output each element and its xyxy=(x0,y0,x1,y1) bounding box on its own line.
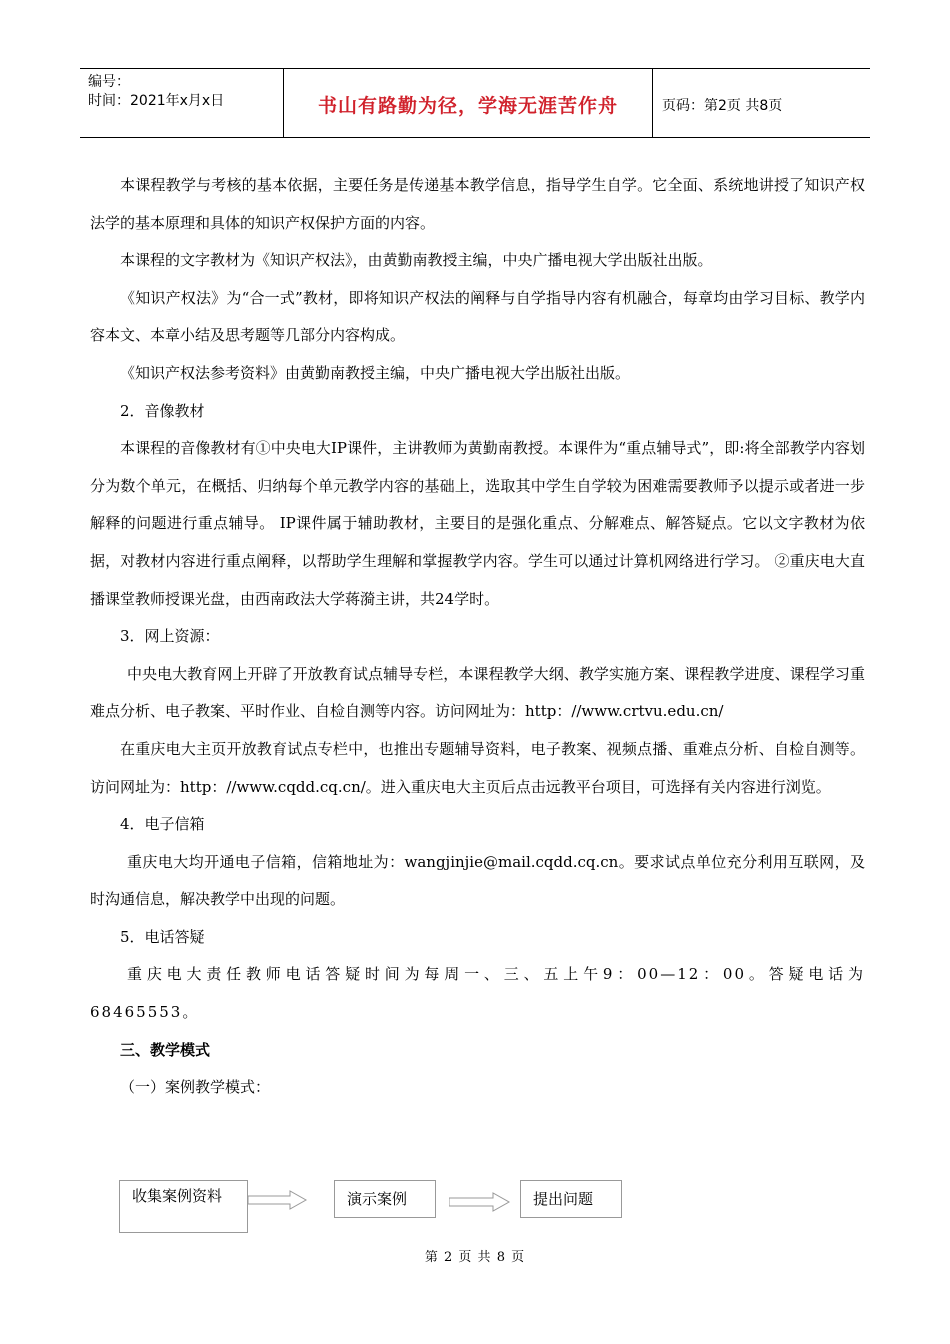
page-header xyxy=(80,68,870,138)
paragraph: 《知识产权法》为“合一式”教材，即将知识产权法的阐释与自学指导内容有机融合，每章均由学习目标、教学内容本文、本章小结及思考题等几部分内容构成。 xyxy=(90,288,865,345)
flow-arrow-icon xyxy=(449,1192,511,1212)
paragraph: 中央电大教育网上开辟了开放教育试点辅导专栏，本课程教学大纲、教学实施方案、课程教学进度、课程学习重难点分析、电子教案、平时作业、自检自测等内容。访问网址为：http：//www.crtvu.edu.cn/ xyxy=(90,664,865,721)
list-heading: 2．音像教材 xyxy=(120,401,205,420)
header-divider xyxy=(652,69,653,137)
flow-arrow-icon xyxy=(248,1190,308,1210)
header-meta xyxy=(88,73,224,111)
paragraph: 《知识产权法参考资料》由黄勤南教授主编，中央广播电视大学出版社出版。 xyxy=(120,363,631,382)
paragraph: 本课程的文字教材为《知识产权法》，由黄勤南教授主编，中央广播电视大学出版社出版。 xyxy=(120,251,713,270)
section-title: 三、教学模式 xyxy=(120,1040,211,1059)
flow-step-collect: 收集案例资料 xyxy=(119,1180,248,1233)
page-footer: 第 2 页 共 8 页 xyxy=(424,1250,526,1265)
paragraph: 重庆电大责任教师电话答疑时间为每周一、三、五上午9：00—12：00。答疑电话为68465553。 xyxy=(90,965,865,1022)
header-page-number: 页码：第2页 共8页 xyxy=(662,98,783,114)
flow-step-demo: 演示案例 xyxy=(334,1180,436,1218)
paragraph: 本课程教学与考核的基本依据，主要任务是传递基本教学信息，指导学生自学。它全面、系统地讲授了知识产权法学的基本原理和具体的知识产权保护方面的内容。 xyxy=(90,176,865,232)
document-body xyxy=(90,167,865,1107)
document-number-label: 编号： xyxy=(88,74,130,90)
list-heading: 4．电子信箱 xyxy=(120,815,205,834)
header-motto: 书山有路勤为径，学海无涯苦作舟 xyxy=(317,95,618,117)
list-heading: 5．电话答疑 xyxy=(120,927,205,946)
subsection-title: （一）案例教学模式： xyxy=(120,1078,271,1097)
paragraph: 重庆电大均开通电子信箱，信箱地址为：wangjinjie@mail.cqdd.cq.cn。要求试点单位充分利用互联网，及时沟通信息，解决教学中出现的问题。 xyxy=(90,852,865,909)
paragraph: 在重庆电大主页开放教育试点专栏中，也推出专题辅导资料，电子教案、视频点播、重难点分析、自检自测等。访问网址为：http：//www.cqdd.cq.cn/。进入重庆电大主页后点击远教平台项目，可选择有关内容进行浏览。 xyxy=(90,739,865,796)
flow-step-question: 提出问题 xyxy=(520,1180,622,1218)
paragraph: 本课程的音像教材有①中央电大IP课件，主讲教师为黄勤南教授。本课件为“重点辅导式”，即:将全部教学内容划分为数个单元，在概括、归纳每个单元教学内容的基础上，选取其中学生自学较为困难需要教师予以提示或者进一步解释的问题进行重点辅导。 IP课件属于辅助教材，主要目的是强化重点、分解难点、解答疑点。它以文字教材为依据，对教材内容进行重点阐释，以帮助学生理解和掌握教学内容。学生可以通过计算机网络进行学习。 ②重庆电大直播课堂教师授课光盘，由西南政法大学蒋漪主讲，共24学时。 xyxy=(90,439,865,608)
list-heading: 3．网上资源： xyxy=(120,627,220,646)
document-date: 时间：2021年x月x日 xyxy=(88,93,225,109)
